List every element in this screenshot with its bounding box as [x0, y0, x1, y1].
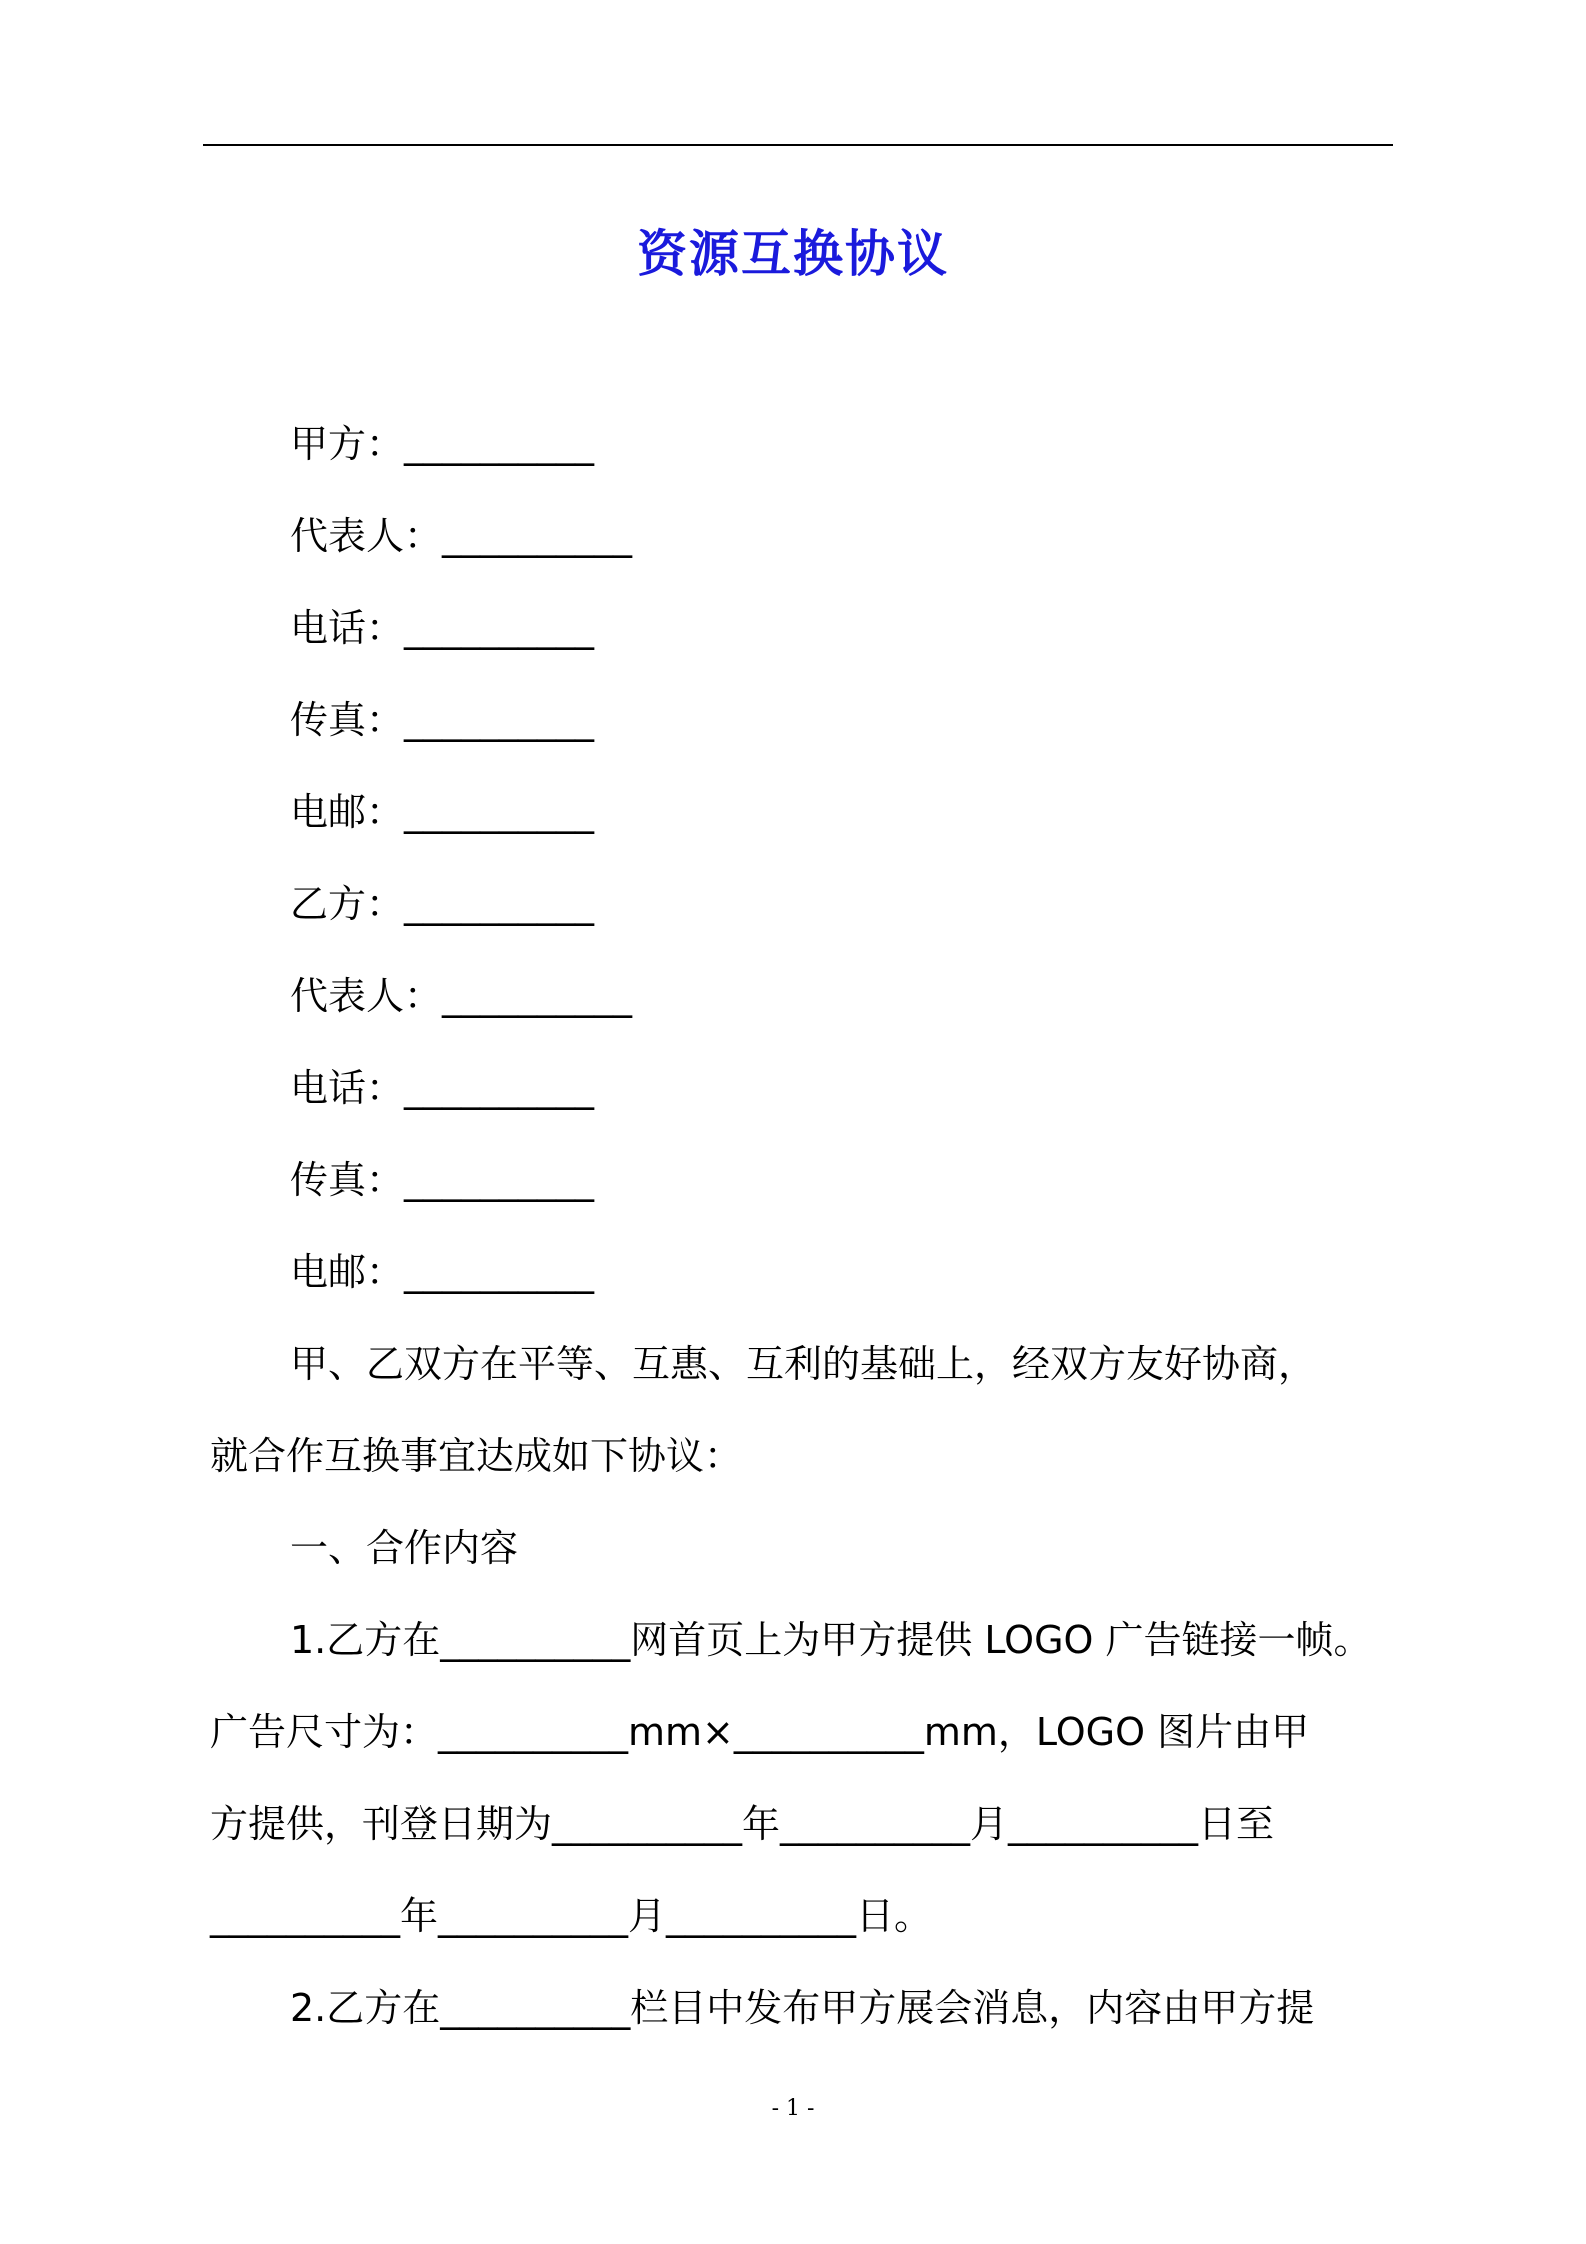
- section-heading-cooperation: 一、合作内容: [290, 1526, 519, 1570]
- party-b-email-field: 电邮：__________: [290, 1250, 595, 1294]
- party-a-email-field: 电邮：__________: [290, 790, 595, 834]
- party-a-name-field: 甲方：__________: [290, 422, 595, 466]
- party-a-fax-field: 传真：__________: [290, 698, 595, 742]
- intro-paragraph-line-1: 甲、乙双方在平等、互惠、互利的基础上，经双方友好协商，: [290, 1342, 1317, 1386]
- page-number: - 1 -: [771, 2096, 815, 2121]
- header-rule: [203, 144, 1393, 146]
- party-a-representative-field: 代表人：__________: [290, 514, 633, 558]
- clause-1-line-1: 1.乙方在__________网首页上为甲方提供 LOGO 广告链接一帧。: [290, 1618, 1372, 1662]
- party-b-representative-field: 代表人：__________: [290, 974, 633, 1018]
- document-body: [210, 398, 1400, 2054]
- party-b-phone-field: 电话：__________: [290, 1066, 595, 1110]
- intro-paragraph-line-2: 就合作互换事宜达成如下协议：: [210, 1434, 743, 1478]
- document-title: 资源互换协议: [637, 225, 949, 283]
- party-a-phone-field: 电话：__________: [290, 606, 595, 650]
- clause-1-line-4: __________年__________月__________日。: [210, 1894, 933, 1938]
- clause-1-line-3: 方提供，刊登日期为__________年__________月__________日至: [210, 1802, 1275, 1846]
- clause-2-line-1: 2.乙方在__________栏目中发布甲方展会消息，内容由甲方提: [290, 1986, 1315, 2030]
- clause-1-line-2: 广告尺寸为：__________mm×__________mm，LOGO 图片由甲: [210, 1710, 1310, 1754]
- party-b-fax-field: 传真：__________: [290, 1158, 595, 1202]
- party-b-name-field: 乙方：__________: [290, 882, 595, 926]
